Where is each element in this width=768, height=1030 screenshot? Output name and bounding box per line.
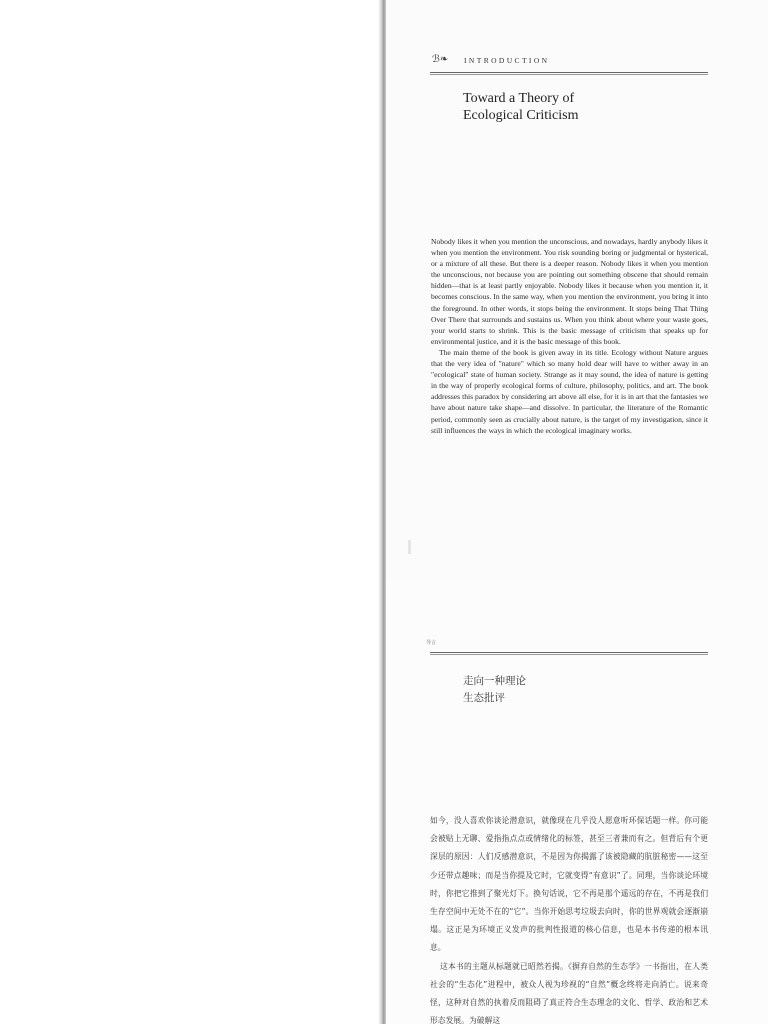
- header-rule: [430, 72, 708, 73]
- chapter-title-line: Ecological Criticism: [463, 108, 579, 123]
- paragraph: The main theme of the book is given away in its title. Ecology without Nature argues that the very idea of "nature" which so many hold dear will have to wither away in an "ecological" state of human society. Strange as it may sound, the idea of nature is getting in the way of properly ecological forms of culture, philosophy, politics, and art. The book addresses this paradox by considering art above all else, for it is in art that the fantasies we have about nature take shape—and dissolve. In particular, the literature of the Romantic period, commonly seen as crucially about nature, is the target of my investigation, since it still influences the ways in which the ecological imaginary works.: [431, 347, 708, 435]
- english-body-text: [431, 236, 708, 436]
- running-head: [432, 54, 712, 68]
- chapter-title-chinese: [463, 673, 663, 707]
- book-spine-shadow: [378, 0, 386, 1024]
- translation-rule: [430, 652, 708, 653]
- chinese-running-head: 导言: [426, 640, 437, 646]
- chapter-title-line: Toward a Theory of: [463, 91, 575, 106]
- chinese-body-text: [430, 812, 708, 1030]
- ornament-icon: ℬ❧: [432, 54, 449, 65]
- chapter-title-line: 生态批评: [463, 692, 505, 704]
- paragraph: Nobody likes it when you mention the unconscious, and nowadays, hardly anybody likes it when you mention the environment. You risk sounding boring or judgmental or hysterical, or a mixture of all these. But there is a deeper reason. Nobody likes it when you mention the unconscious, not because you are pointing out something obscene that should remain hidden—that is at least partly enjoyable. Nobody likes it because when you mention it, it becomes conscious. In the same way, when you mention the environment, you bring it into the foreground. In other words, it stops being the environment. It stops being That Thing Over There that surrounds and sustains us. When you think about where your waste goes, your world starts to shrink. This is the basic message of criticism that speaks up for environmental justice, and it is the basic message of this book.: [431, 237, 708, 346]
- page-edge-mark: [408, 540, 411, 554]
- paragraph: 如今，没人喜欢你谈论潜意识，就像现在几乎没人愿意听环保话题一样。你可能会被贴上无聊、爱指指点点或情绪化的标签，甚至三者兼而有之。但背后有个更深层的原因：人们反感潜意识，不是因为你揭露了该被隐藏的肮脏秘密——这至少还带点趣味；而是当你提及它时，它就变得“有意识”了。同理，当你谈论环境时，你把它推到了聚光灯下。换句话说，它不再是那个遥远的存在，不再是我们生存空间中无处不在的“它”。当你开始思考垃圾去向时，你的世界观就会逐渐崩塌。这正是为环境正义发声的批判性报道的核心信息，也是本书传递的根本讯息。: [430, 816, 708, 953]
- chapter-title-line: 走向一种理论: [463, 675, 526, 687]
- chapter-title-english: [463, 90, 683, 124]
- facing-page-blank: [0, 0, 385, 1024]
- paragraph: 这本书的主题从标题就已昭然若揭。《摒弃自然的生态学》一书指出，在人类社会的“生态化”进程中，被众人视为珍视的“自然”概念终将走向消亡。说来奇怪，这种对自然的执着反而阻碍了真正符合生态理念的文化、哲学、政治和艺术形态发展。为破解这: [430, 961, 708, 1026]
- section-label: INTRODUCTION: [464, 56, 550, 65]
